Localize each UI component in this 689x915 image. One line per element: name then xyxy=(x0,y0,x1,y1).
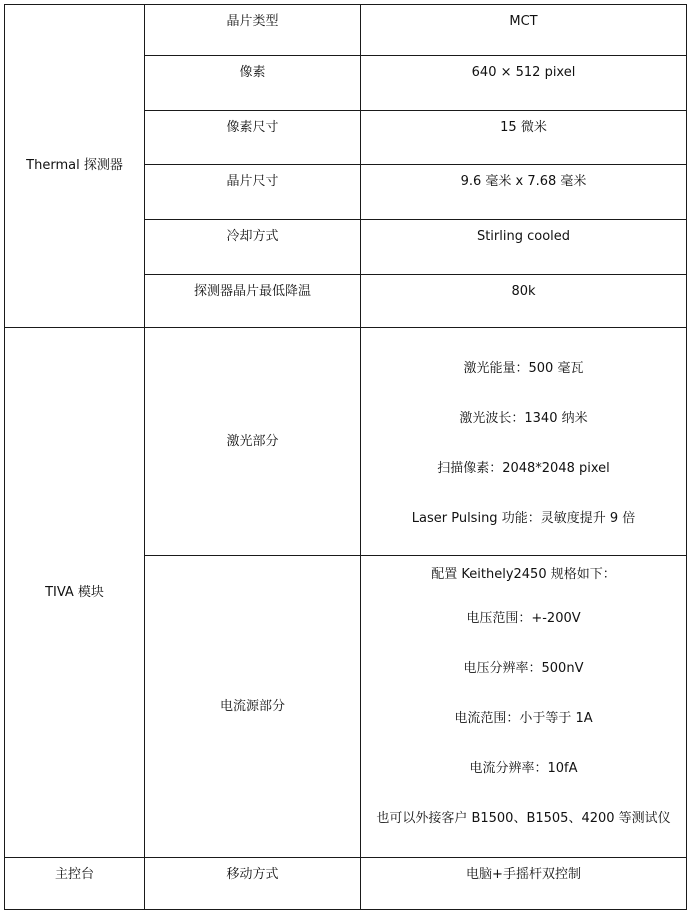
value-cell xyxy=(361,328,687,556)
value-cell: 电脑+手摇杆双控制 xyxy=(361,858,687,910)
label-cell: 像素尺寸 xyxy=(145,111,361,165)
category-cell: Thermal 探测器 xyxy=(5,5,145,328)
category-cell: TIVA 模块 xyxy=(5,328,145,858)
spec-line: 电压分辨率：500nV xyxy=(463,661,584,676)
value-cell: Stirling cooled xyxy=(361,220,687,275)
value-cell: 80k xyxy=(361,275,687,328)
table-row xyxy=(5,328,687,556)
label-cell: 电流源部分 xyxy=(145,556,361,858)
spec-line: Laser Pulsing 功能：灵敏度提升 9 倍 xyxy=(411,511,636,526)
label-cell: 冷却方式 xyxy=(145,220,361,275)
label-cell: 激光部分 xyxy=(145,328,361,556)
spec-line: 电压范围：+-200V xyxy=(466,611,581,626)
label-cell: 像素 xyxy=(145,56,361,111)
spec-line: 电流分辨率：10fA xyxy=(469,761,578,776)
value-cell xyxy=(361,556,687,858)
value-cell: MCT xyxy=(361,5,687,56)
spec-line: 激光波长：1340 纳米 xyxy=(459,411,588,426)
label-cell: 探测器晶片最低降温 xyxy=(145,275,361,328)
value-cell: 640 × 512 pixel xyxy=(361,56,687,111)
label-cell: 晶片尺寸 xyxy=(145,165,361,220)
category-cell: 主控台 xyxy=(5,858,145,910)
value-cell: 15 微米 xyxy=(361,111,687,165)
spec-line: 电流范围：小于等于 1A xyxy=(454,711,593,726)
label-cell: 移动方式 xyxy=(145,858,361,910)
spec-line: 激光能量：500 毫瓦 xyxy=(463,361,584,376)
label-cell: 晶片类型 xyxy=(145,5,361,56)
spec-line: 配置 Keithely2450 规格如下： xyxy=(431,567,616,582)
table-row xyxy=(5,858,687,910)
table-row xyxy=(5,5,687,56)
spec-line: 扫描像素：2048*2048 pixel xyxy=(437,461,610,476)
value-cell: 9.6 毫米 x 7.68 毫米 xyxy=(361,165,687,220)
spec-line: 也可以外接客户 B1500、B1505、4200 等测试仪 xyxy=(376,811,671,826)
spec-table xyxy=(4,4,687,910)
